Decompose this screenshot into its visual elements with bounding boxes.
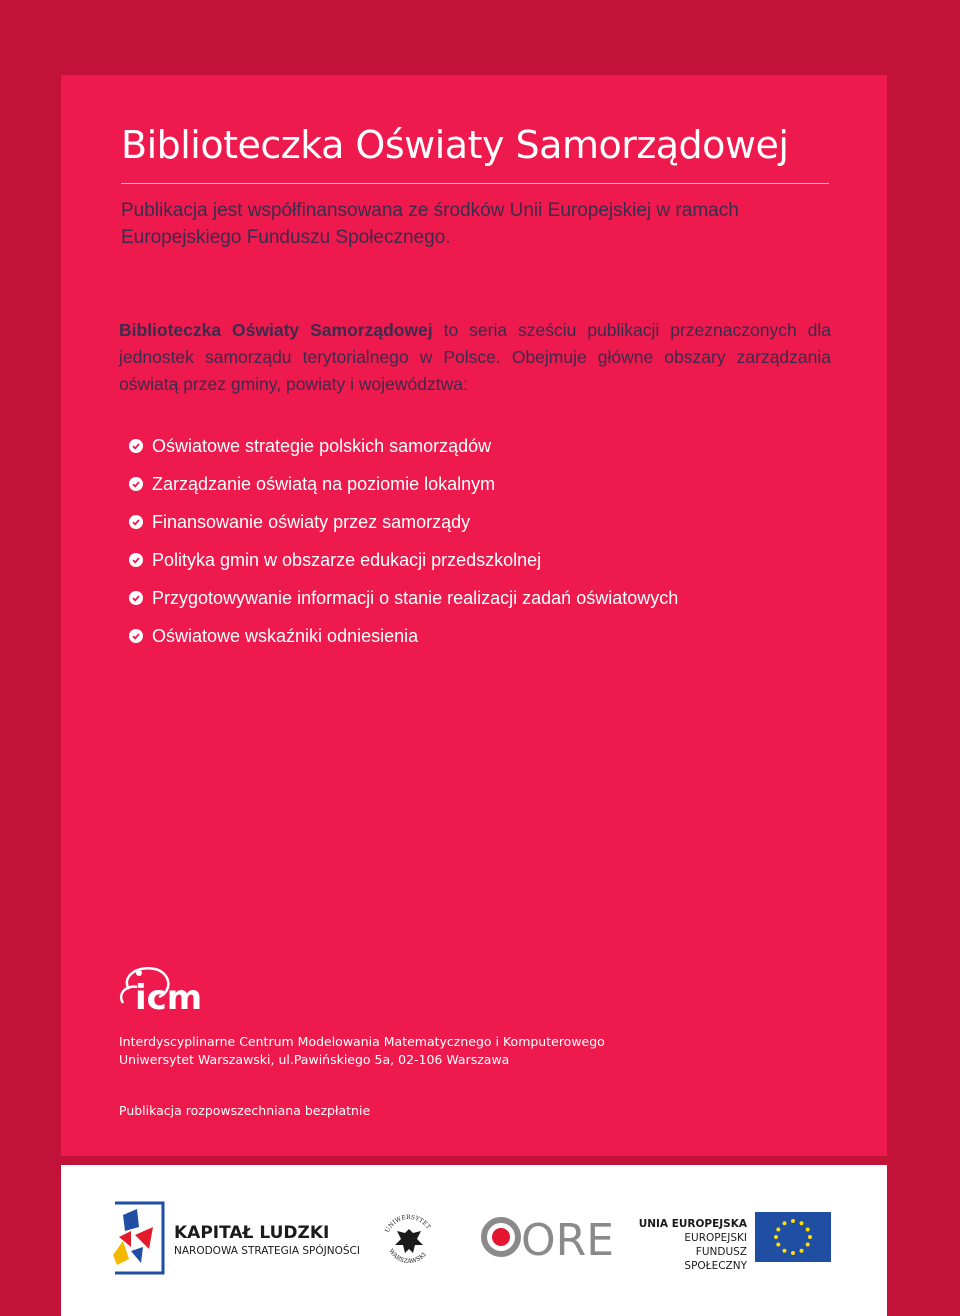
university-crest [379,1211,439,1271]
list-item-label: Finansowanie oświaty przez samorządy [152,511,471,532]
list-item [129,579,678,617]
page-title: Biblioteczka Oświaty Samorządowej [121,123,789,167]
list-item [129,617,678,655]
icm-logo [115,963,215,1021]
list-item-label: Oświatowe strategie polskich samorządów [152,435,492,456]
eu-label [633,1217,747,1273]
list-item [129,427,678,465]
check-icon [129,477,143,491]
list-item [129,465,678,503]
footer-logos [61,1165,887,1316]
check-icon [129,553,143,567]
list-item [129,503,678,541]
kapital-ludzki-subtitle: NARODOWA STRATEGIA SPÓJNOŚCI [174,1245,360,1257]
publisher-info [119,1033,605,1069]
ore-logo-text: ORE [521,1215,615,1266]
crest-text-bottom: WARSZAWSKI [387,1247,428,1266]
eu-flag [755,1212,831,1262]
series-name: Biblioteczka Oświaty Samorządowej [119,320,433,340]
title-divider [121,183,829,184]
list-item-label: Zarządzanie oświatą na poziomie lokalnym [152,473,496,494]
list-item-label: Oświatowe wskaźniki odniesienia [152,625,419,646]
check-icon [129,439,143,453]
list-item [129,541,678,579]
crest-text-top: UNIWERSYTET [383,1213,432,1234]
check-icon [129,629,143,643]
distribution-note: Publikacja rozpowszechniana bezpłatnie [119,1103,371,1118]
icm-logo-text: icm [135,978,203,1018]
publisher-name: Interdyscyplinarne Centrum Modelowania Matematycznego i Komputerowego [119,1034,605,1049]
kapital-ludzki-title: KAPITAŁ LUDZKI [174,1223,330,1243]
series-description [119,317,831,398]
publication-list [129,427,678,655]
ore-logo [479,1215,615,1266]
cover-panel [61,75,887,1156]
eu-label-line2: EUROPEJSKI [684,1232,747,1244]
cofinance-note: Publikacja jest współfinansowana ze środków Unii Europejskiej w ramach Europejskiego Funduszu Społecznego. [121,200,739,248]
kapital-ludzki-logo [109,1201,165,1275]
eu-label-line3: FUNDUSZ SPOŁECZNY [684,1246,747,1272]
publisher-address: Uniwersytet Warszawski, ul.Pawińskiego 5a, 02-106 Warszawa [119,1052,510,1067]
check-icon [129,591,143,605]
check-icon [129,515,143,529]
eu-label-line1: UNIA EUROPEJSKA [638,1218,747,1230]
series-description-text: to seria sześciu publikacji przeznaczonych dla jednostek samorządu terytorialnego w Polsce. Obejmuje główne obszary zarządzania oświatą przez gminy, powiaty i województwa: [119,320,832,394]
list-item-label: Przygotowywanie informacji o stanie realizacji zadań oświatowych [152,587,679,608]
list-item-label: Polityka gmin w obszarze edukacji przedszkolnej [152,549,542,570]
